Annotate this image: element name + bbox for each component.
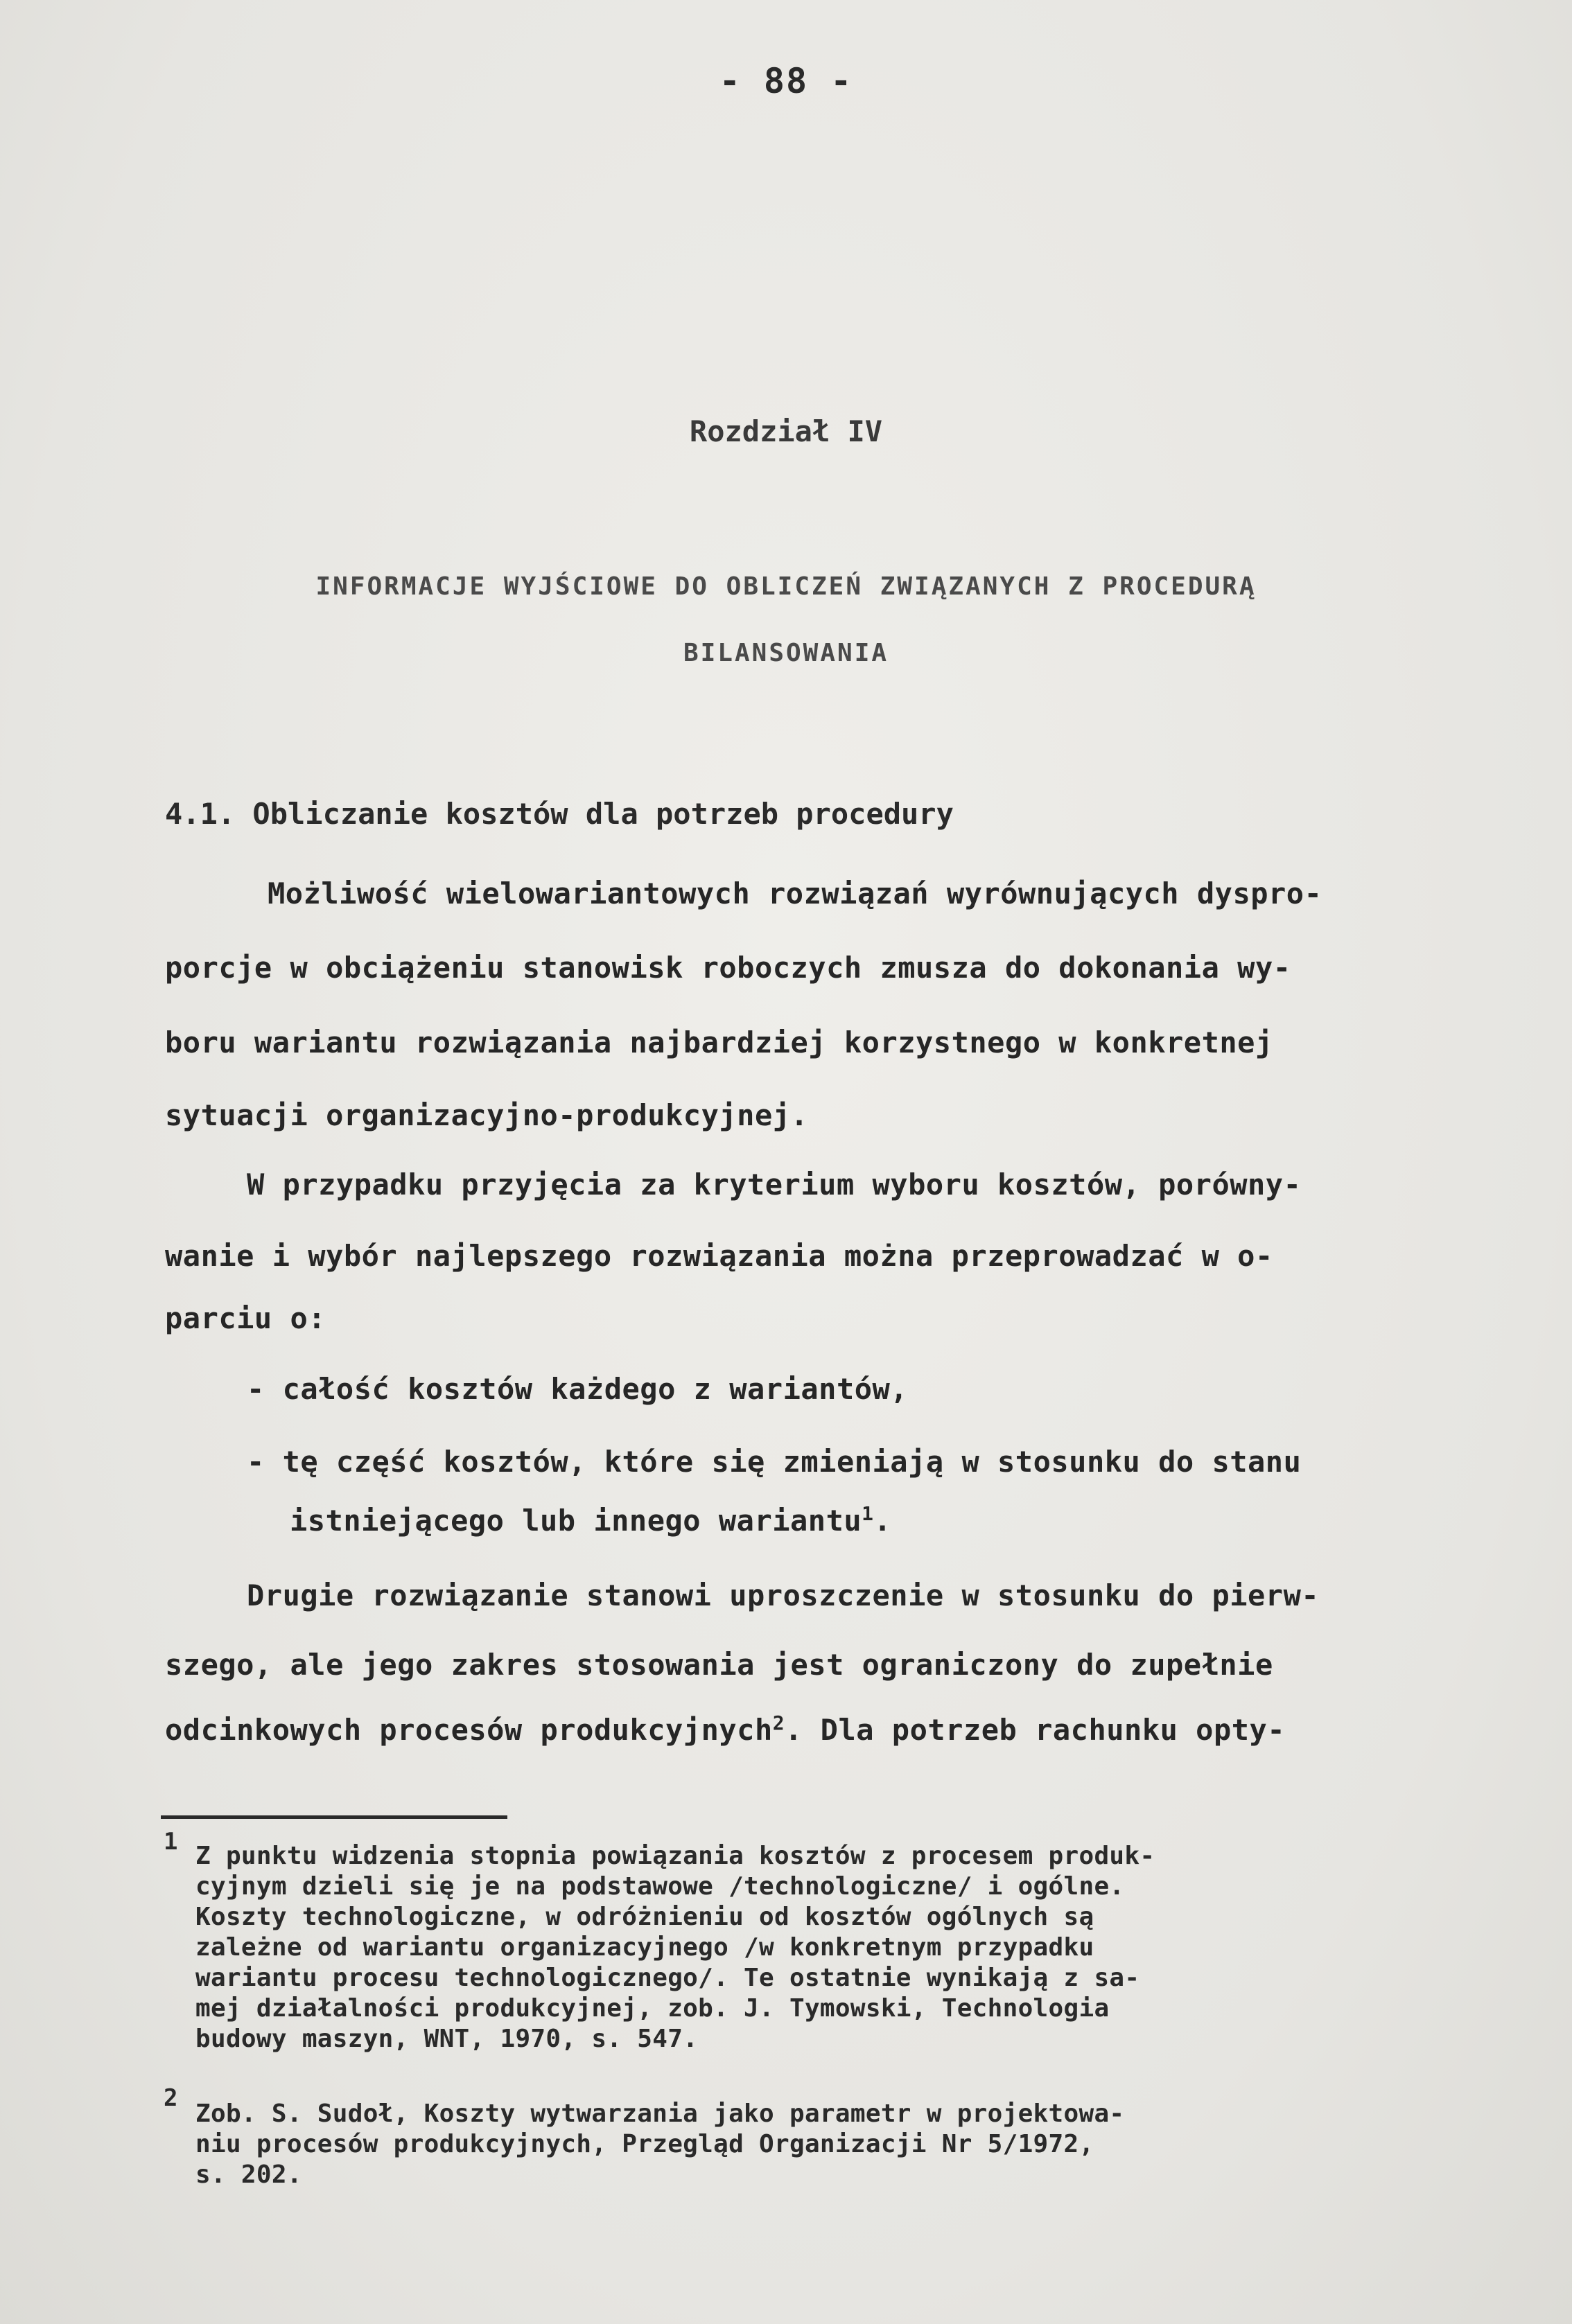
footnote-reference-1: 1	[862, 1502, 874, 1525]
list-item: - całość kosztów każdego z wariantów,	[247, 1372, 909, 1406]
list-item: - tę część kosztów, które się zmieniają w stosunku do stanu	[247, 1445, 1302, 1479]
chapter-title: Rozdział IV	[689, 414, 883, 448]
footnote-line: mej działalności produkcyjnej, zob. J. Tymowski, Technologia	[195, 1994, 1110, 2023]
footnote-line: zależne od wariantu organizacyjnego /w konkretnym przypadku	[195, 1933, 1094, 1962]
paragraph-line: W przypadku przyjęcia za kryterium wyboru kosztów, porówny-	[247, 1168, 1302, 1201]
paragraph-line: odcinkowych procesów produkcyjnych$^2$. Dla potrzeb rachunku opty-	[165, 1711, 1286, 1747]
chapter-heading-line-1: INFORMACJE WYJŚCIOWE DO OBLICZEŃ ZWIĄZANYCH Z PROCEDURĄ	[315, 572, 1257, 601]
footnote-line: budowy maszyn, WNT, 1970, s. 547.	[195, 2025, 699, 2053]
footnote-marker: 2	[164, 2084, 178, 2112]
list-item-continuation: istniejącego lub innego wariantu$^1$.	[290, 1502, 892, 1538]
paragraph-line: Drugie rozwiązanie stanowi uproszczenie w stosunku do pierw-	[247, 1578, 1320, 1612]
footnote-line: cyjnym dzieli się je na podstawowe /technologiczne/ i ogólne.	[195, 1872, 1125, 1901]
footnote-line: Zob. S. Sudoł, Koszty wytwarzania jako parametr w projektowa-	[195, 2099, 1125, 2128]
footnote-line: s. 202.	[195, 2160, 302, 2189]
paragraph-line: szego, ale jego zakres stosowania jest ograniczony do zupełnie	[165, 1648, 1273, 1682]
paragraph-line: parciu o:	[165, 1301, 326, 1335]
page-number: - 88 -	[719, 61, 853, 101]
footnote-line: wariantu procesu technologicznego/. Te ostatnie wynikają z sa-	[195, 1964, 1140, 1992]
footnote-separator	[161, 1815, 507, 1819]
paragraph-line: sytuacji organizacyjno-produkcyjnej.	[165, 1098, 809, 1132]
paragraph-line: wanie i wybór najlepszego rozwiązania można przeprowadzać w o-	[165, 1239, 1273, 1273]
paragraph-line: porcje w obciążeniu stanowisk roboczych zmusza do dokonania wy-	[165, 951, 1291, 985]
footnote-line: niu procesów produkcyjnych, Przegląd Organizacji Nr 5/1972,	[195, 2130, 1094, 2158]
section-title: 4.1. Obliczanie kosztów dla potrzeb procedury	[165, 797, 954, 831]
footnote-line: Koszty technologiczne, w odróżnieniu od kosztów ogólnych są	[195, 1903, 1094, 1931]
paragraph-line: boru wariantu rozwiązania najbardziej korzystnego w konkretnej	[165, 1025, 1273, 1059]
footnote-marker: 1	[164, 1828, 178, 1856]
footnote-line: Z punktu widzenia stopnia powiązania kosztów z procesem produk-	[195, 1842, 1155, 1870]
chapter-heading-line-2: BILANSOWANIA	[683, 639, 889, 667]
paragraph-line: Możliwość wielowariantowych rozwiązań wyrównujących dyspro-	[268, 877, 1322, 910]
footnote-reference-2: 2	[772, 1711, 785, 1734]
